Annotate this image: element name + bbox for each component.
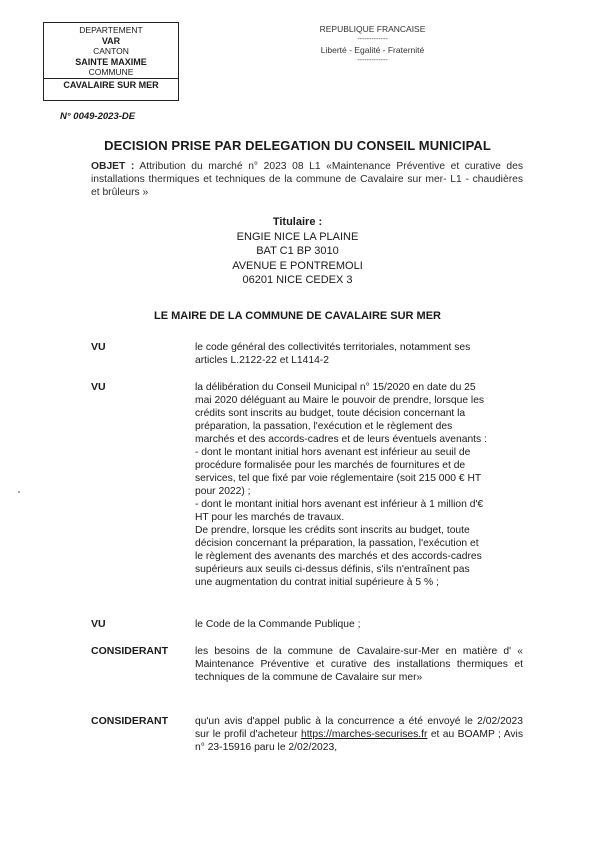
buyer-profile-link[interactable]: https://marches-securises.fr: [300, 729, 428, 740]
objet-paragraph: [91, 160, 523, 199]
clause-line: supérieurs aux seuils ci-dessus définis, s'ils n'entraînent pas: [195, 564, 470, 575]
clause-line: mai 2020 déléguant au Maire le pouvoir de prendre, lorsque les: [195, 395, 485, 406]
commune-name: CAVALAIRE SUR MER: [44, 78, 178, 91]
clause-key: VU: [91, 381, 106, 393]
titulaire-line: ENGIE NICE LA PLAINE: [236, 230, 359, 243]
canton-label: CANTON: [93, 46, 129, 56]
republic-motto: Liberté - Egalité - Fraternité: [320, 45, 425, 55]
clause-key: VU: [91, 341, 106, 353]
divider: -------------: [357, 35, 388, 43]
department-name: VAR: [101, 35, 121, 46]
clause-text: les besoins de la commune de Cavalaire-sur-Mer en matière d' « Maintenance Préventive et curative des installations thermiques et techniques de la commune de Cavalaire sur mer»: [195, 646, 523, 683]
clause-line: le code général des collectivités territoriales, notamment ses: [195, 342, 471, 353]
clause-key: CONSIDERANT: [91, 645, 169, 657]
clause-line: - dont le montant initial hors avenant est inférieur au seuil de: [195, 447, 471, 458]
clause-text: [195, 618, 523, 631]
clause-line: crédits sont inscrits au budget, toute décision concernant la: [195, 408, 466, 419]
clause-line: préparation, la passation, l'exécution et le règlement des: [195, 421, 453, 432]
canton-name: SAINTE MAXIME: [75, 56, 147, 67]
clause-line: articles L.2122-22 et L1414-2: [195, 355, 329, 366]
commune-label: COMMUNE: [88, 67, 134, 77]
titulaire-line: AVENUE E PONTREMOLI: [232, 259, 363, 272]
clause-line: décision concernant la préparation, la passation, l'exécution et: [195, 538, 479, 549]
clause-key: CONSIDERANT: [91, 715, 169, 727]
clause-text-part: et au BOAMP ; Avis n° 23-15916 paru le 2/02/2023,: [195, 729, 523, 753]
clause-line: procédure formalisée pour les marchés de fournitures et de: [195, 460, 466, 471]
clause-line: pour 2022) ;: [195, 486, 251, 497]
titulaire-block: [0, 215, 595, 288]
clause-line: une augmentation du contrat initial supérieure à 5 % ;: [195, 577, 439, 588]
clause-text: [195, 341, 523, 367]
clause-text: [195, 715, 523, 754]
titulaire-line: 06201 NICE CEDEX 3: [242, 274, 353, 286]
titulaire-line: BAT C1 BP 3010: [256, 245, 339, 257]
decision-reference: N° 0049-2023-DE: [60, 111, 136, 122]
titulaire-label: Titulaire :: [272, 216, 323, 228]
document-title: DECISION PRISE PAR DELEGATION DU CONSEIL MUNICIPAL: [104, 138, 491, 153]
clause-line: - dont le montant initial hors avenant est inférieur à 1 million d'€: [195, 499, 484, 510]
clause-line: HT pour les marchés de travaux.: [195, 512, 345, 523]
republic-title: REPUBLIQUE FRANCAISE: [319, 24, 426, 34]
clause-line: le Code de la Commande Publique ;: [195, 619, 361, 630]
objet-text: Attribution du marché n° 2023 08 L1 «Maintenance Préventive et curative des installations thermiques et techniques de la commune de Cavalaire sur mer- L1 - chaudières et brûleurs »: [91, 161, 524, 198]
clause-text-part: qu'un avis d'appel public à la concurrence a été envoyé le 2/02/2023 sur le profil d'acheteur: [195, 716, 523, 740]
clause-line: services, tel que fixé par voie réglementaire (soit 215 000 € HT: [195, 473, 482, 484]
department-label: DEPARTEMENT: [79, 25, 143, 35]
clause-line: De prendre, lorsque les crédits sont inscrits au budget, toute: [195, 525, 470, 536]
divider: -------------: [357, 56, 388, 64]
clause-line: le règlement des avenants des marchés et des accords-cadres: [195, 551, 482, 562]
clause-line: marchés et des accords-cadres et de leurs éventuels avenants :: [195, 434, 487, 445]
republic-header: [300, 24, 445, 66]
objet-label: OBJET :: [91, 161, 135, 172]
header-administrative-box: [43, 22, 179, 101]
clause-line: la délibération du Conseil Municipal n° 15/2020 en date du 25: [195, 382, 476, 393]
maire-heading: LE MAIRE DE LA COMMUNE DE CAVALAIRE SUR MER: [153, 310, 442, 322]
clause-key: VU: [91, 618, 106, 630]
scan-speck: [18, 491, 20, 493]
clause-text: [195, 381, 523, 589]
